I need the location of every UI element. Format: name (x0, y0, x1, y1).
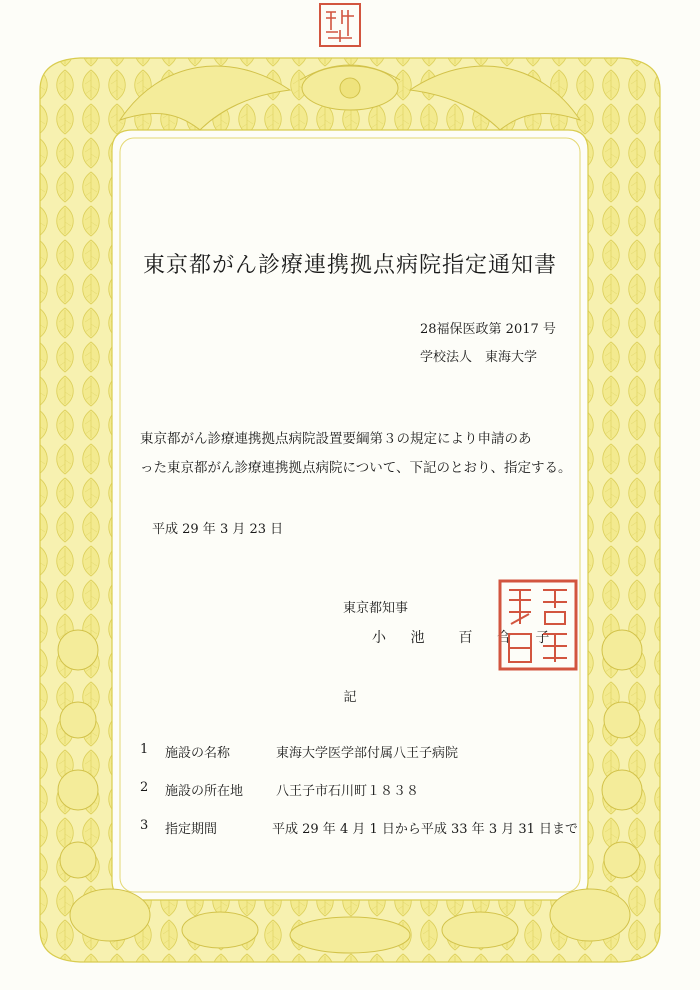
item-label: 指定期間 (165, 822, 218, 837)
ki-label: 記 (343, 690, 357, 705)
issuer-title: 東京都知事 (343, 601, 409, 616)
item-number: 3 (140, 818, 149, 833)
item-value: 平成 29 年 4 月 1 日から平成 33 年 3 月 31 日まで (272, 822, 579, 837)
item-label: 施設の名称 (165, 746, 231, 761)
item-value: 東海大学医学部付属八王子病院 (276, 746, 459, 761)
item-value: 八王子市石川町１８３８ (276, 784, 420, 799)
item-number: 2 (140, 780, 149, 795)
official-seal (497, 578, 579, 672)
recipient: 学校法人 東海大学 (420, 350, 538, 365)
top-seal (318, 2, 362, 48)
page-title: 東京都がん診療連携拠点病院指定通知書 (142, 253, 557, 278)
body-line: 東京都がん診療連携拠点病院設置要綱第３の規定により申請のあ (140, 431, 532, 447)
item-number: 1 (140, 742, 149, 757)
issue-date: 平成 29 年 3 月 23 日 (152, 522, 284, 537)
item-label: 施設の所在地 (165, 784, 244, 799)
issuer-name: 小 池 百 合 子 (372, 630, 560, 646)
body-line: った東京都がん診療連携拠点病院について、下記のとおり、指定する。 (140, 460, 572, 476)
reference-number: 28福保医政第 2017 号 (420, 322, 556, 337)
